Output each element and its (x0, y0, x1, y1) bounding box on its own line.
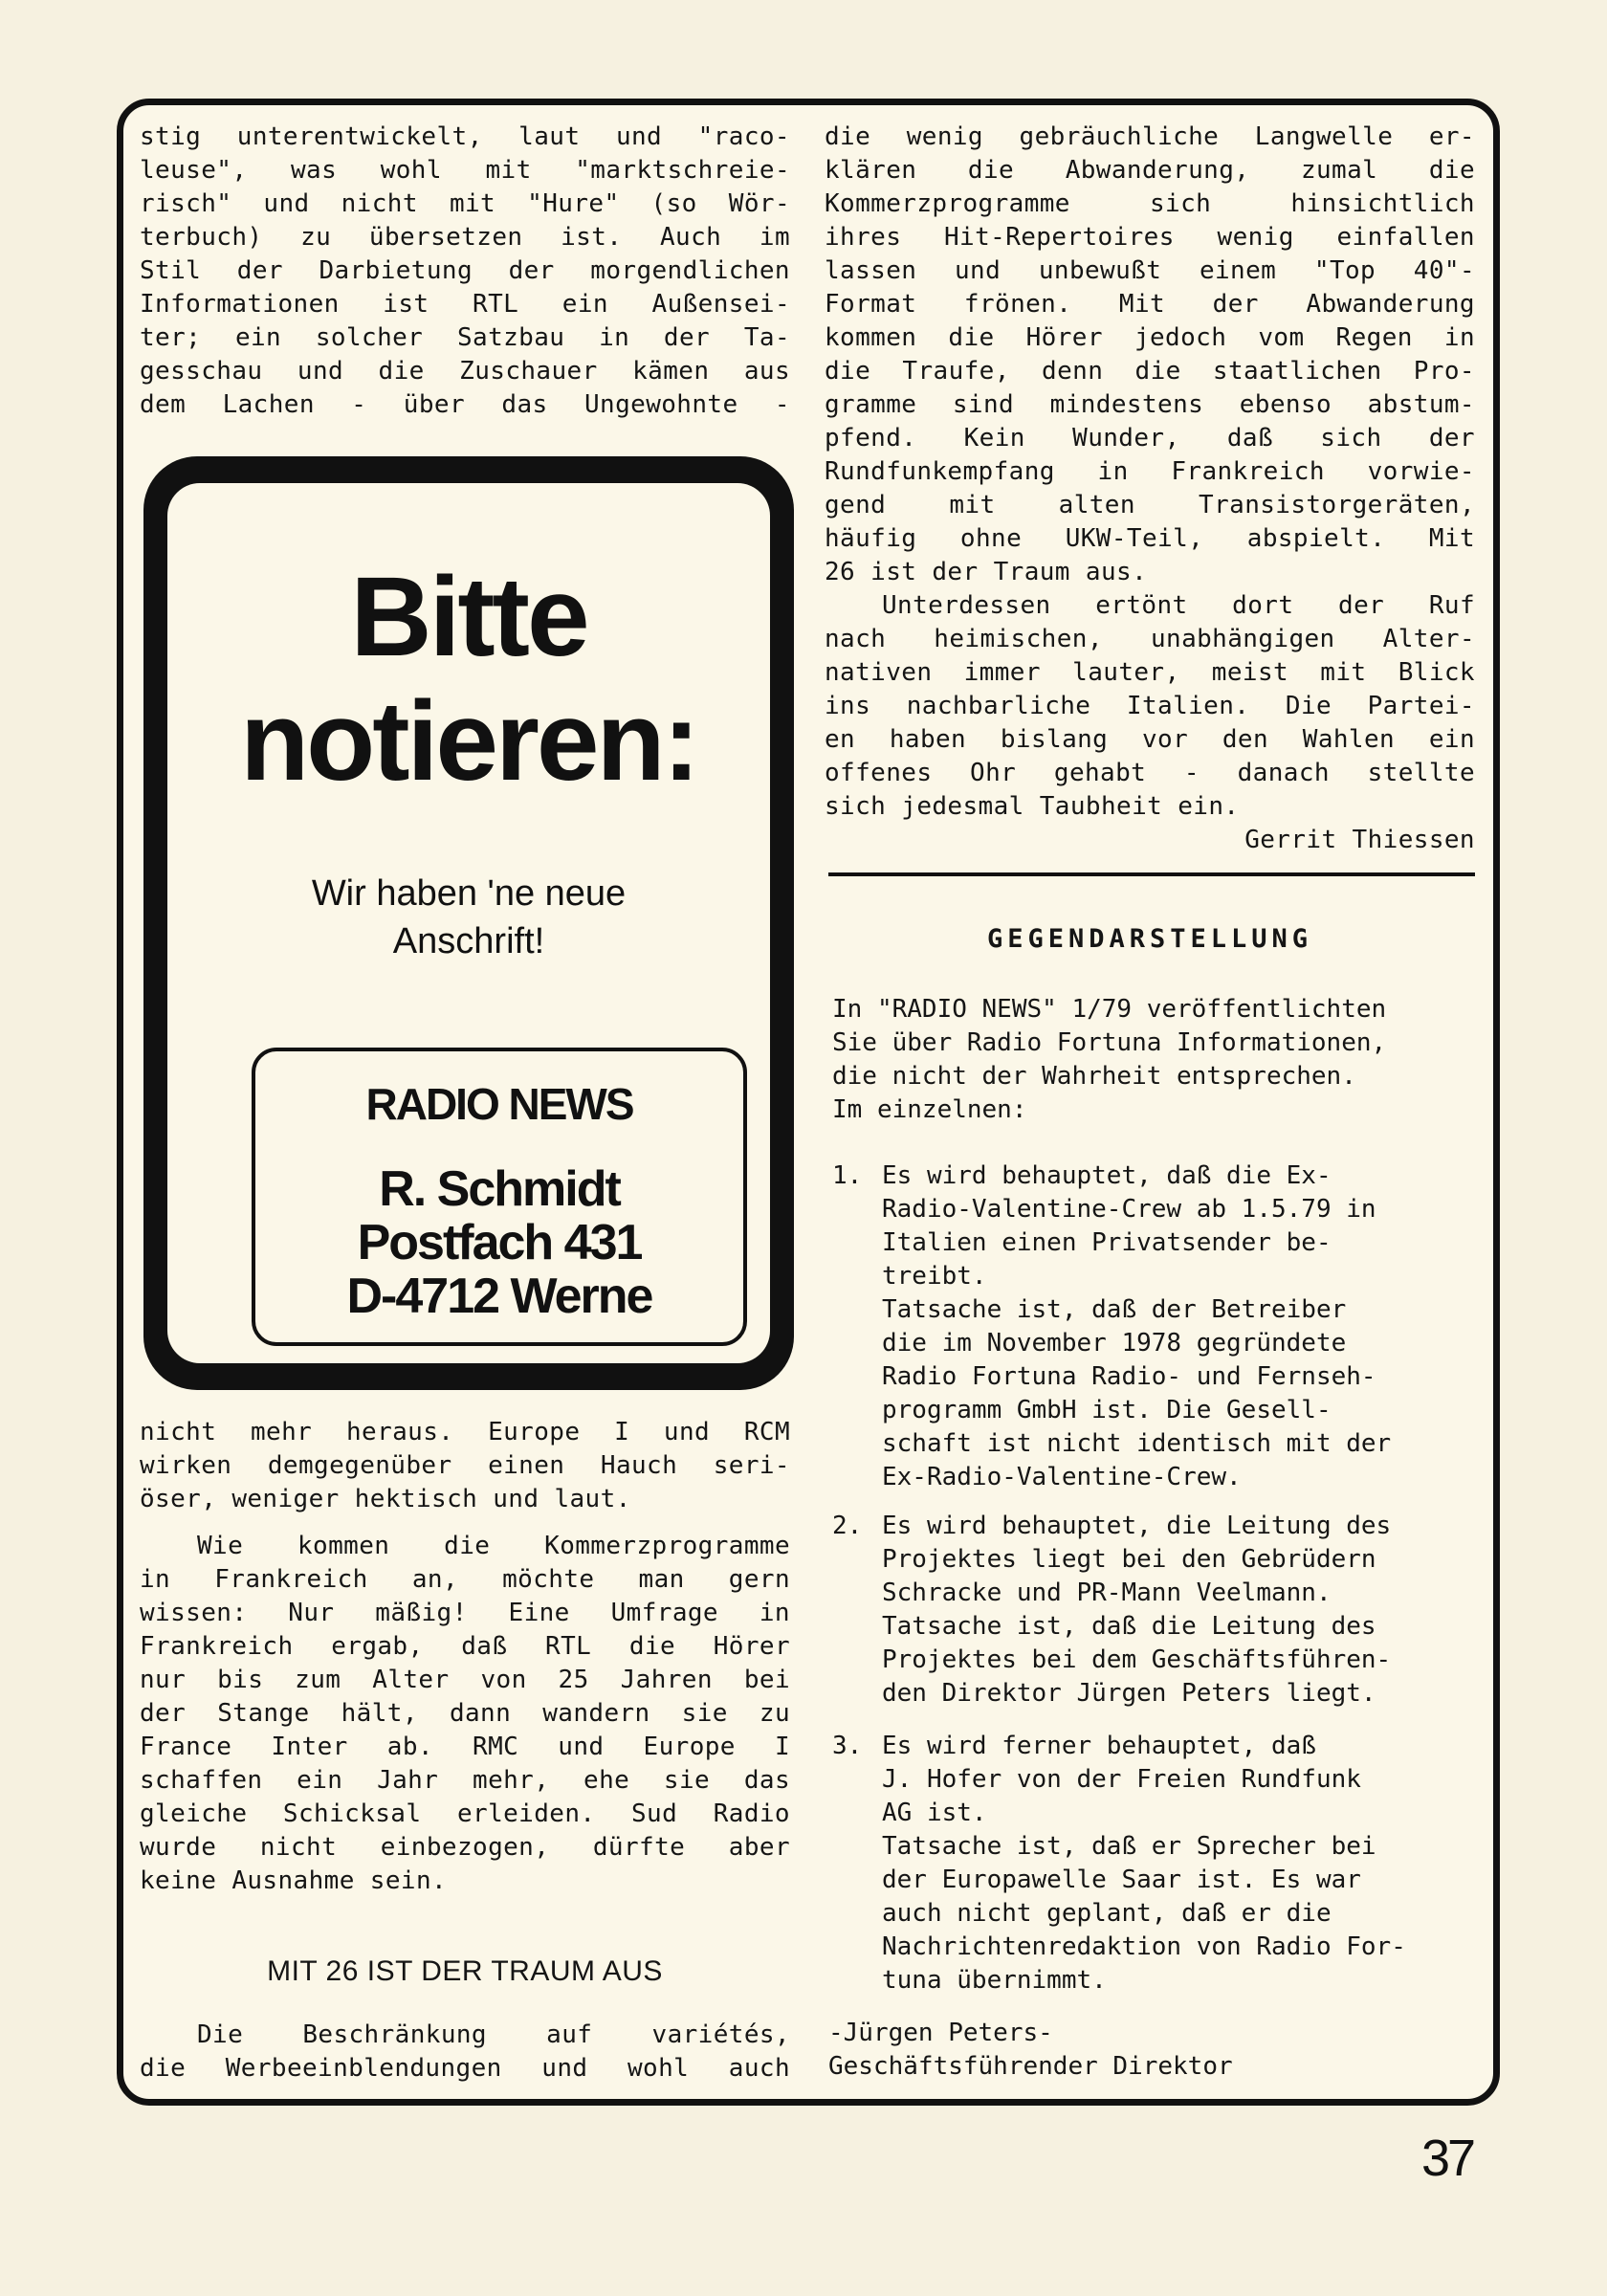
text-line: Projektes bei dem Geschäftsführen- (882, 1645, 1392, 1674)
text-line: tuna übernimmt. (882, 1966, 1107, 1995)
text-line: Unterdessen ertönt dort der Ruf (882, 591, 1475, 620)
text-line: ihres Hit-Repertoires wenig einfallen (825, 223, 1475, 252)
text-line: 26 ist der Traum aus. (825, 558, 1148, 586)
text-line: Radio-Valentine-Crew ab 1.5.79 in (882, 1195, 1376, 1224)
advert-headline-bitte: Bitte (350, 554, 587, 680)
text-line: Kommerzprogramme sich hinsichtlich (825, 189, 1475, 218)
text-line: J. Hofer von der Freien Rundfunk (882, 1765, 1361, 1794)
text-line: die wenig gebräuchliche Langwelle er- (825, 122, 1475, 151)
text-line: kommen die Hörer jedoch vom Regen in (825, 323, 1475, 352)
text-line: Ex-Radio-Valentine-Crew. (882, 1463, 1242, 1491)
text-line: Es wird behauptet, die Leitung des (882, 1512, 1392, 1540)
text-line: nativen immer lauter, meist mit Blick (825, 658, 1475, 687)
text-line: programm GmbH ist. Die Gesell- (882, 1396, 1332, 1424)
text-line: die Werbeeinblendungen und wohl auch (140, 2054, 790, 2083)
text-line: sich jedesmal Taubheit ein. (825, 792, 1240, 821)
text-line: Sie über Radio Fortuna Informationen, (832, 1028, 1387, 1057)
text-line: pfend. Kein Wunder, daß sich der (825, 424, 1475, 453)
text-line: In "RADIO NEWS" 1/79 veröffentlichten (832, 995, 1387, 1024)
text-line: offenes Ohr gehabt - danach stellte (825, 759, 1475, 787)
text-line: dem Lachen - über das Ungewohnte - (140, 390, 790, 419)
address-change-advert (143, 456, 794, 1390)
publication-name: RADIO NEWS (365, 1079, 633, 1129)
text-line: auch nicht geplant, daß er die (882, 1899, 1332, 1928)
left-column-bottom-text (140, 1416, 790, 1898)
text-line: en haben bislang vor den Wahlen ein (825, 725, 1475, 754)
advert-subline-1: Wir haben 'ne neue (311, 873, 627, 914)
text-line: klären die Abwanderung, zumal die (825, 156, 1475, 185)
item-number: 1. (832, 1161, 863, 1190)
text-line: Projektes liegt bei den Gebrüdern (882, 1545, 1376, 1574)
text-line: Tatsache ist, daß der Betreiber (882, 1295, 1347, 1324)
text-line: Tatsache ist, daß die Leitung des (882, 1612, 1376, 1641)
text-line: lassen und unbewußt einem "Top 40"- (825, 256, 1475, 285)
item-number: 2. (832, 1512, 863, 1540)
text-line: wissen: Nur mäßig! Eine Umfrage in (140, 1599, 790, 1627)
counterstatement-item-2 (832, 1510, 1479, 1711)
counterstatement-item-1 (832, 1159, 1479, 1494)
address-box (252, 1048, 747, 1346)
text-line: Es wird ferner behauptet, daß (882, 1732, 1316, 1760)
text-line: AG ist. (882, 1799, 987, 1827)
text-line: stig unterentwickelt, laut und "raco- (140, 122, 790, 151)
text-line: wirken demgegenüber einen Hauch seri- (140, 1451, 790, 1480)
text-line: Nachrichtenredaktion von Radio For- (882, 1932, 1406, 1961)
address-line-2: Postfach 431 (357, 1215, 642, 1270)
text-line: nur bis zum Alter von 25 Jahren bei (140, 1666, 790, 1694)
counterstatement-item-3 (832, 1730, 1479, 1998)
text-line: die Traufe, denn die staatlichen Pro- (825, 357, 1475, 386)
left-column-top-text (140, 121, 790, 422)
text-line: France Inter ab. RMC und Europe I (140, 1733, 790, 1761)
text-line: Es wird behauptet, daß die Ex- (882, 1161, 1332, 1190)
text-line: Radio Fortuna Radio- und Fernseh- (882, 1362, 1376, 1391)
text-line: schaffen ein Jahr mehr, ehe sie das (140, 1766, 790, 1795)
text-line: häufig ohne UKW-Teil, abspielt. Mit (825, 524, 1475, 553)
text-line: die im November 1978 gegründete (882, 1329, 1347, 1358)
text-line: Schracke und PR-Mann Veelmann. (882, 1578, 1332, 1607)
advert-inner-panel (167, 483, 770, 1363)
signoff-name: -Jürgen Peters- (828, 2019, 1053, 2047)
text-line: terbuch) zu übersetzen ist. Auch im (140, 223, 790, 252)
right-column-article-text (825, 121, 1475, 857)
text-line: die nicht der Wahrheit entsprechen. (832, 1062, 1356, 1091)
text-line: Im einzelnen: (832, 1095, 1027, 1124)
text-line: gleiche Schicksal erleiden. Sud Radio (140, 1799, 790, 1828)
counterstatement-title: GEGENDARSTELLUNG (986, 924, 1313, 954)
section-divider (828, 872, 1475, 876)
text-line: den Direktor Jürgen Peters liegt. (882, 1679, 1376, 1708)
text-line: Frankreich ergab, daß RTL die Hörer (140, 1632, 790, 1661)
text-line: wurde nicht einbezogen, dürfte aber (140, 1833, 790, 1862)
signoff-title: Geschäftsführender Direktor (828, 2052, 1233, 2081)
section-subheading: MIT 26 IST DER TRAUM AUS (267, 1955, 663, 1987)
author-name: Gerrit Thiessen (1244, 826, 1475, 854)
left-column-final-text (140, 2019, 790, 2086)
text-line: Italien einen Privatsender be- (882, 1228, 1332, 1257)
text-line: Tatsache ist, daß er Sprecher bei (882, 1832, 1376, 1861)
text-line: treibt. (882, 1262, 987, 1291)
text-line: nach heimischen, unabhängigen Alter- (825, 625, 1475, 653)
text-line: der Stange hält, dann wandern sie zu (140, 1699, 790, 1728)
item-number: 3. (832, 1732, 863, 1760)
text-line: öser, weniger hektisch und laut. (140, 1485, 631, 1513)
signoff-block (828, 2017, 1233, 2084)
text-line: Rundfunkempfang in Frankreich vorwie- (825, 457, 1475, 486)
text-line: ins nachbarliche Italien. Die Partei- (825, 692, 1475, 720)
text-line: gramme sind mindestens ebenso abstum- (825, 390, 1475, 419)
text-line: Die Beschränkung auf variétés, (197, 2020, 790, 2049)
address-line-3: D-4712 Werne (346, 1269, 652, 1324)
text-line: gend mit alten Transistorgeräten, (825, 491, 1475, 519)
text-line: schaft ist nicht identisch mit der (882, 1429, 1392, 1458)
text-line: risch" und nicht mit "Hure" (so Wör- (140, 189, 790, 218)
text-line: gesschau und die Zuschauer kämen aus (140, 357, 790, 386)
text-line: keine Ausnahme sein. (140, 1866, 448, 1895)
text-line: leuse", was wohl mit "marktschreie- (140, 156, 790, 185)
text-line: ter; ein solcher Satzbau in der Ta- (140, 323, 790, 352)
text-line: nicht mehr heraus. Europe I und RCM (140, 1418, 790, 1446)
advert-subline-2: Anschrift! (392, 921, 545, 961)
text-line: der Europawelle Saar ist. Es war (882, 1866, 1361, 1894)
text-line: Format frönen. Mit der Abwanderung (825, 290, 1475, 319)
text-line: in Frankreich an, möchte man gern (140, 1565, 790, 1594)
page-number: 37 (1421, 2130, 1474, 2187)
address-line-1: R. Schmidt (379, 1161, 620, 1217)
text-line: Informationen ist RTL ein Außensei- (140, 290, 790, 319)
text-line: Stil der Darbietung der morgendlichen (140, 256, 790, 285)
advert-headline-notieren: notieren: (240, 678, 697, 805)
counterstatement-intro (832, 993, 1479, 1127)
text-line: Wie kommen die Kommerzprogramme (197, 1532, 790, 1560)
